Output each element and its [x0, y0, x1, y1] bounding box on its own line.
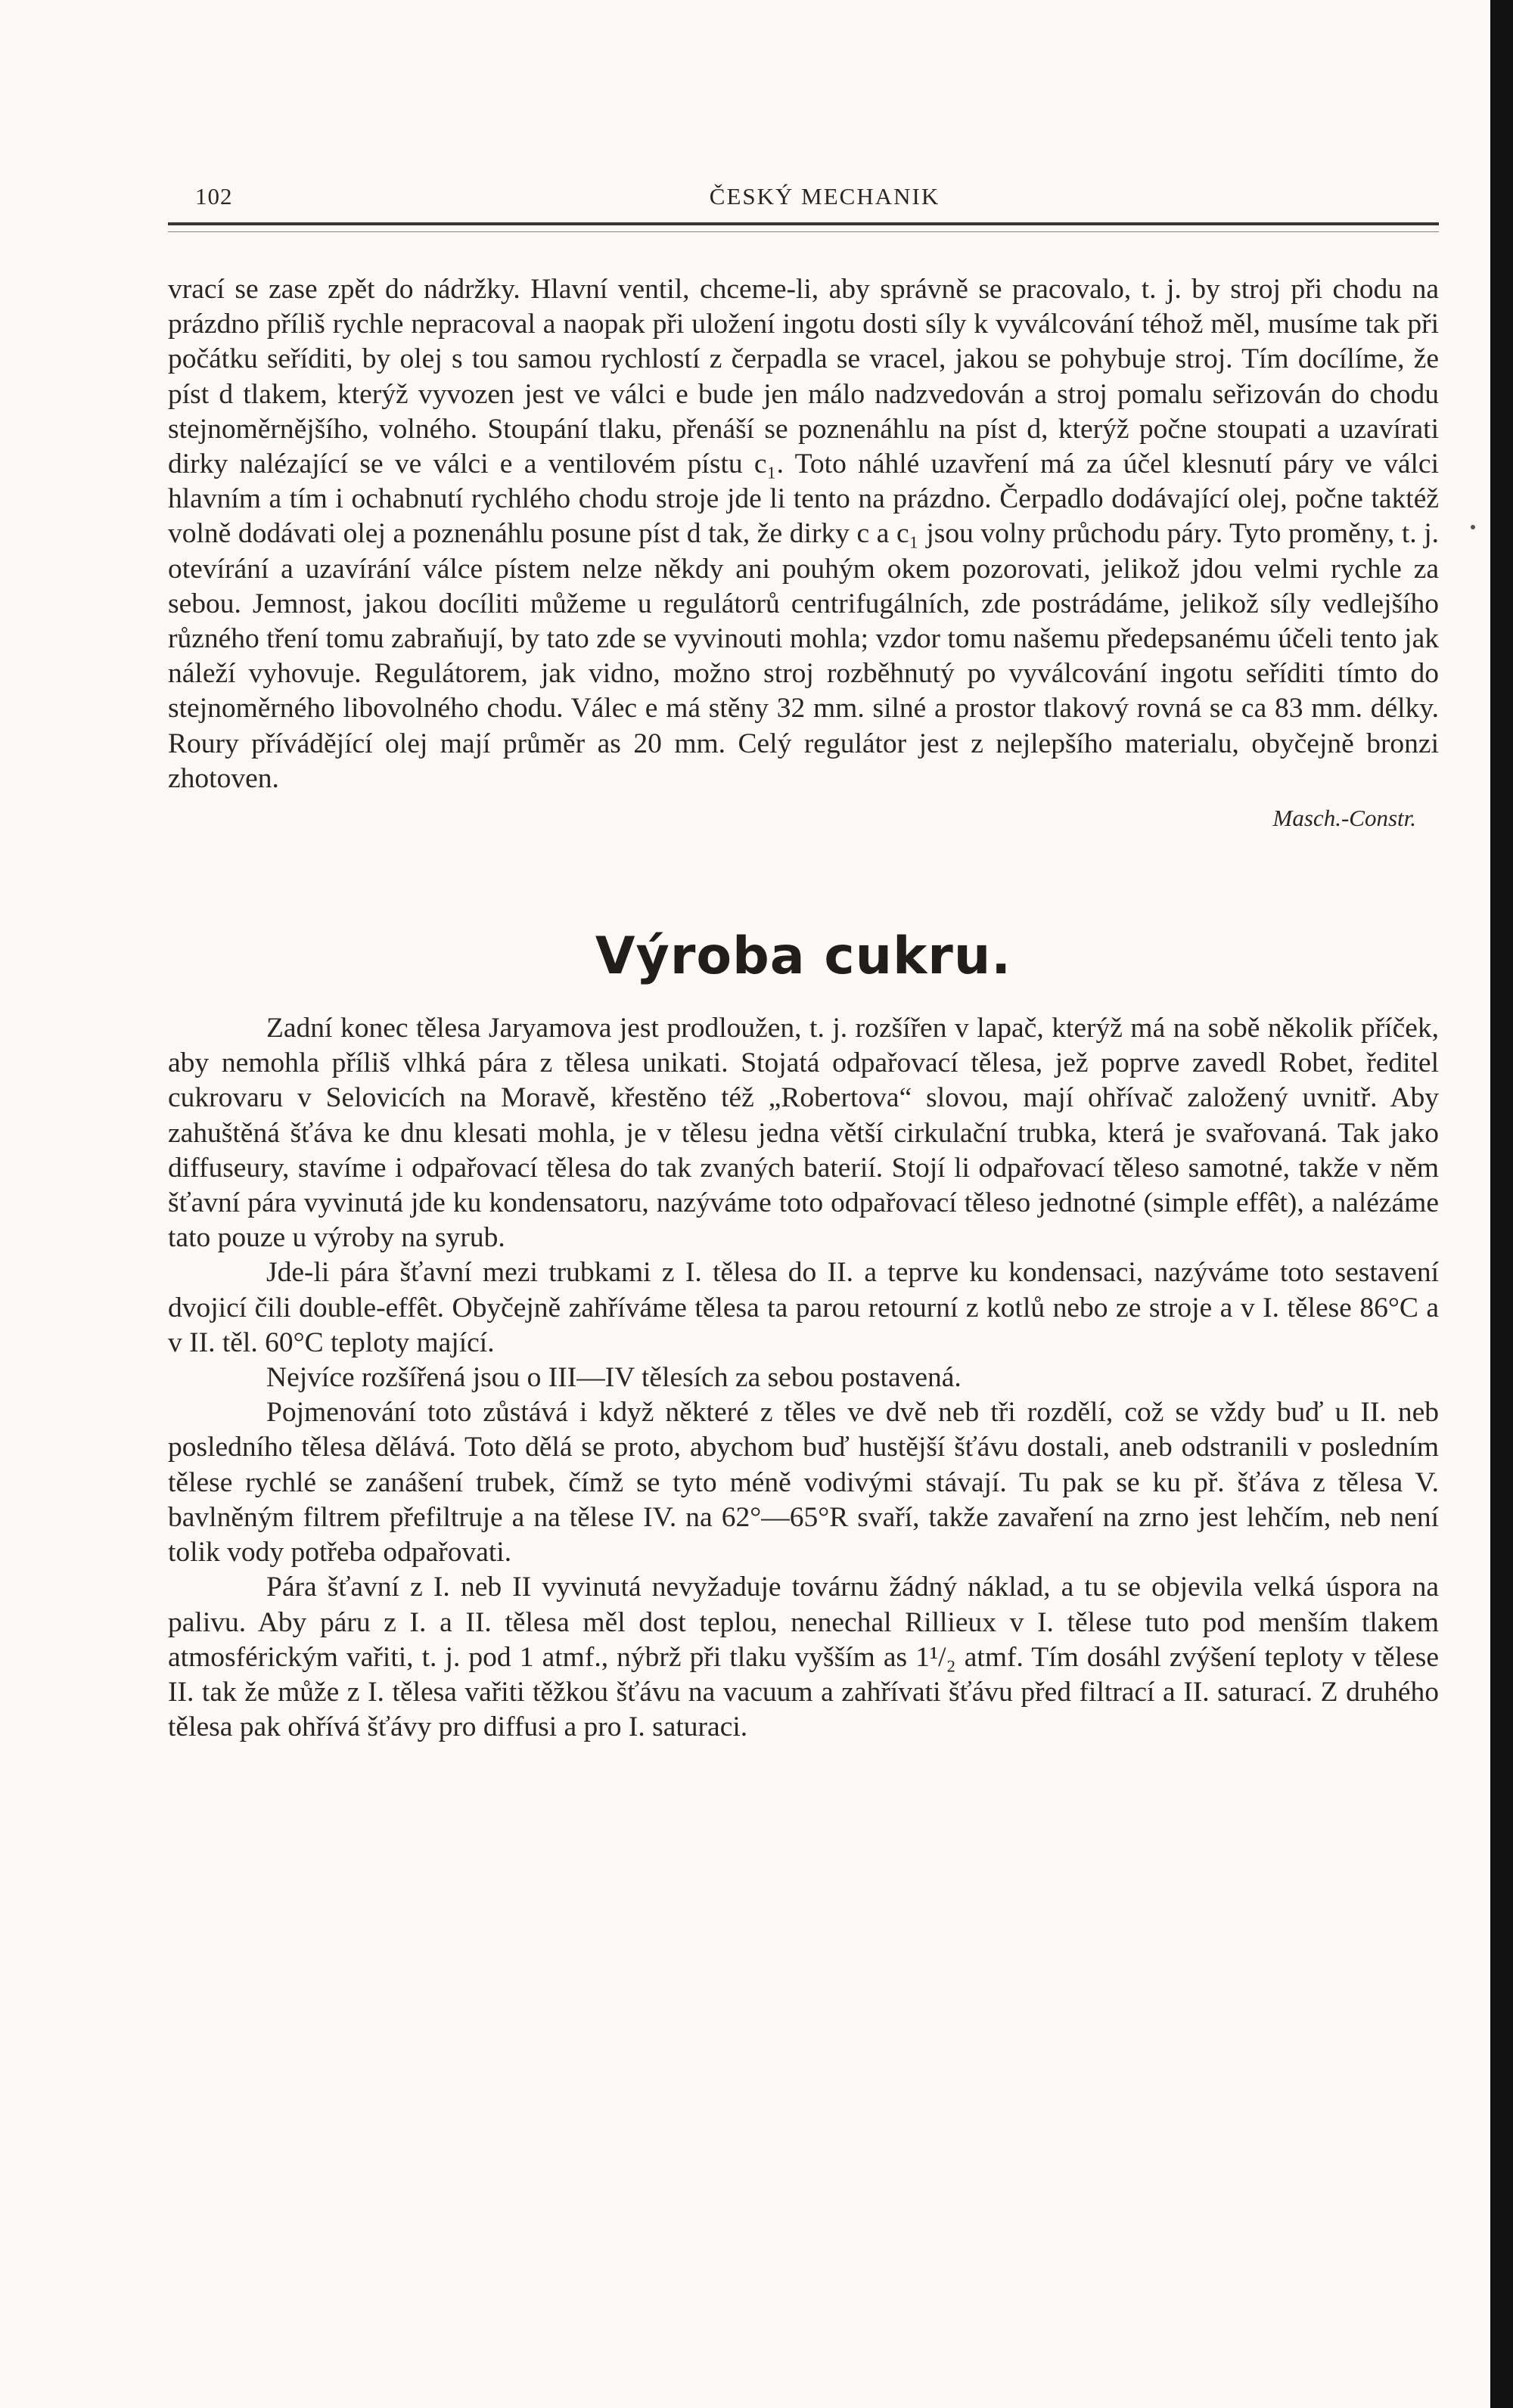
header-rule-thin — [168, 231, 1439, 232]
article-2-title: Výroba cukru. — [595, 926, 1012, 987]
scan-border — [1490, 0, 1513, 2408]
text-column — [168, 272, 1439, 1745]
page-number: 102 — [195, 183, 233, 209]
scan-speck — [1471, 525, 1475, 529]
article-2-paragraph: Nejvíce rozšířená jsou o III—IV tělesích za sebou postavená. — [266, 1362, 962, 1394]
page-header — [168, 178, 1439, 224]
article-2-paragraph: Jde-li pára šťavní mezi trubkami z I. tělesa do II. a teprve ku kondensaci, nazýváme toto sestavení dvojicí čili double-effêt. Obyčejně zahříváme tělesa ta parou retourní z kotlů nebo ze stroje a v I. tělese 86°C a v II. těl. 60°C teploty mající. — [168, 1257, 1439, 1358]
article-1-paragraph: vrací se zase zpět do nádržky. Hlavní ventil, chceme-li, aby správně se pracovalo, t. j. by stroj při chodu na prázdno příliš rychle nepracoval a naopak při uložení ingotu dosti síly k vyválcování téhož měl, musíme tak při počátku seříditi, by olej s tou samou rychlostí z čerpadla se vracel, jakou se pohybuje stroj. Tím docílíme, že píst d tlakem, kterýž vyvozen jest ve válci e bude jen málo nadzvedován a stroj pomalu seřizován do chodu stejnoměrnějšího, volného. Stoupání tlaku, přenáší se poznenáhlu na píst d, kterýž počne stoupati a uzavírati dirky nalézající se ve válci e a ventilovém pístu c₁. Toto náhlé uzavření má za účel klesnutí páry ve válci hlavním a tím i ochabnutí rychlého chodu stroje jde li tento na prázdno. Čerpadlo dodávající olej, počne taktéž volně dodávati olej a poznenáhlu posune píst d tak, že dirky c a c₁ jsou volny průchodu páry. Tyto proměny, t. j. otevírání a uzavírání válce pístem nelze někdy ani pouhým okem pozorovati, jelikož jdou velmi rychle za sebou. Jemnost, jakou docíliti můžeme u regulátorů centrifugálních, zde postrádáme, jelikož síly vedlejšího různého tření tomu zabraňují, by tato zde se vyvinouti mohla; vzdor tomu našemu předepsanému účeli tento jak náleží vyhovuje. Regulátorem, jak vidno, možno stroj rozběhnutý po vyválcování ingotu seříditi tímto do stejnoměrného libovolného chodu. Válec e má stěny 32 mm. silné a prostor tlakový rovná se ca 83 mm. délky. Roury přívádějící olej mají průměr as 20 mm. Celý regulátor jest z nejlepšího materialu, obyčejně bronzi zhotoven. — [168, 274, 1439, 794]
article-2-paragraph: Pára šťavní z I. neb II vyvinutá nevyžaduje továrnu žádný náklad, a tu se objevila velká úspora na palivu. Aby páru z I. a II. tělesa měl dost teplou, nenechal Rillieux v I. tělese tuto pod menším tlakem atmosférickým vařiti, t. j. pod 1 atmf., nýbrž při tlaku vyšším as 1¹/₂ atmf. Tím dosáhl zvýšení teploty v tělese II. tak že může z I. tělesa vařiti těžkou šťávu na vacuum a zahřívati šťávu před filtrací a II. saturací. Z druhého tělesa pak ohřívá šťávy pro diffusi a pro I. saturaci. — [168, 1572, 1439, 1743]
article-2-paragraph: Pojmenování toto zůstává i když některé z těles ve dvě neb tři rozdělí, což se vždy buď u II. neb posledního tělesa dělává. Toto dělá se proto, abychom buď hustější šťávu dostali, aneb odstranili v posledním tělese rychlé se zanášení trubek, čímž se tyto méně vodivými stávají. Tu pak se ku př. šťáva z tělesa V. bavlněným filtrem přefiltruje a na tělese IV. na 62°—65°R svaří, takže zavaření na zrno jest lehčím, neb není tolik vody potřeba odpařovati. — [168, 1397, 1439, 1569]
running-title: ČESKÝ MECHANIK — [709, 183, 940, 209]
header-rule — [168, 222, 1439, 225]
article-2-paragraph: Zadní konec tělesa Jaryamova jest prodloužen, t. j. rozšířen v lapač, kterýž má na sobě několik příček, aby nemohla příliš vlhká pára z tělesa unikati. Stojatá odpařovací tělesa, jež poprve zavedl Robet, ředitel cukrovaru v Selovicích na Moravě, křestěno též „Robertova“ slovou, mají ohřívač založený uvnitř. Aby zahuštěná šťáva ke dnu klesati mohla, je v tělesu jedna větší cirkulační trubka, která je svařovaná. Tak jako diffuseury, stavíme i odpařovací tělesa do tak zvaných baterií. Stojí li odpařovací těleso samotné, takže v něm šťavní pára vyvinutá jde ku kondensatoru, nazýváme toto odpařovací těleso jednotné (simple effêt), a nalézáme tato pouze u výroby na syrub. — [168, 1013, 1439, 1254]
article-2-body — [168, 1011, 1439, 1745]
article-1-signature: Masch.-Constr. — [1272, 805, 1416, 832]
